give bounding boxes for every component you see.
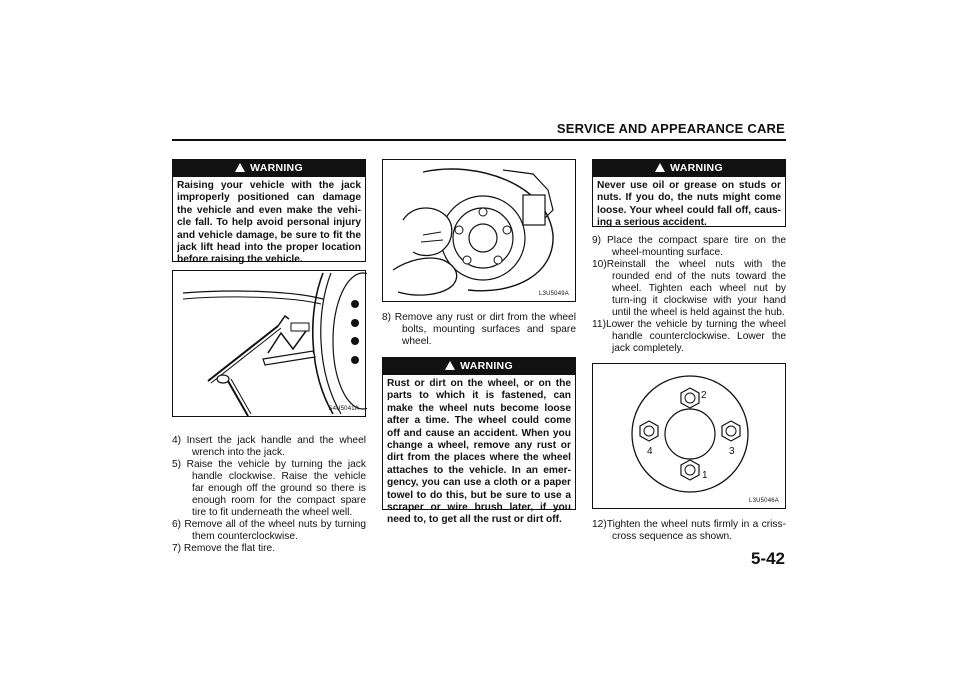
wheel-nut-diagram — [593, 364, 787, 508]
warning-header — [383, 358, 575, 375]
hub-cleaning-figure — [382, 159, 576, 302]
steps-list — [592, 235, 786, 355]
figure-label: L3U5049A — [539, 291, 569, 297]
jack-illustration — [173, 271, 367, 416]
column-2 — [382, 159, 576, 526]
nut-bottom — [681, 460, 699, 480]
nut-number-3: 3 — [729, 446, 735, 457]
column-1 — [172, 159, 366, 555]
warning-triangle-icon — [655, 163, 665, 172]
hub-illustration — [383, 160, 577, 301]
warning-header — [593, 160, 785, 177]
nut-top — [681, 388, 699, 408]
steps-list — [592, 519, 786, 543]
grease-warning-box — [592, 159, 786, 227]
step-9: 9) Place the compact spare tire on the wheel-mounting surface. — [592, 235, 786, 258]
nut-left — [640, 421, 658, 441]
step-8: 8) Remove any rust or dirt from the wheel bolts, mounting surfaces and spare wheel. — [382, 312, 576, 347]
warning-label: WARNING — [670, 162, 723, 174]
header-rule — [172, 139, 786, 141]
figure-label: L3U5046A — [749, 498, 779, 504]
running-header: SERVICE AND APPEARANCE CARE — [556, 121, 785, 136]
step-12: 12)Tighten the wheel nuts firmly in a criss-cross sequence as shown. — [592, 519, 786, 542]
warning-header — [173, 160, 365, 177]
warning-label: WARNING — [250, 162, 303, 174]
steps-list — [172, 435, 366, 555]
warning-text: Raising your vehicle with the jack improperly positioned can damage the vehicle and even make the vehi-cle fall. To help avoid personal injury and vehicle damage, be sure to fit the jack lift head into the proper location before raising the vehicle. — [177, 180, 361, 266]
jack-warning-box — [172, 159, 366, 266]
step-10: 10)Reinstall the wheel nuts with the rounded end of the nuts toward the wheel. Tighten each wheel nut by turn-ing it clockwise with your hand until the wheel is held against the hub. — [592, 259, 786, 318]
warning-text: Never use oil or grease on studs or nuts. If you do, the nuts might come loose. Your wheel could fall off, caus-ing a serious accident. — [597, 180, 781, 229]
nut-number-4: 4 — [647, 446, 653, 457]
rust-warning-box — [382, 357, 576, 526]
page-number: 5-42 — [750, 549, 785, 568]
warning-triangle-icon — [235, 163, 245, 172]
warning-label: WARNING — [460, 360, 513, 372]
step-6: 6) Remove all of the wheel nuts by turning them counterclockwise. — [172, 519, 366, 542]
nut-right — [722, 421, 740, 441]
nut-number-2: 2 — [701, 390, 707, 401]
step-7: 7) Remove the flat tire. — [172, 543, 276, 554]
step-11: 11)Lower the vehicle by turning the wheel handle counterclockwise. Lower the jack completely. — [592, 319, 786, 354]
figure-label: S4U5041A — [328, 406, 359, 412]
step-4: 4) Insert the jack handle and the wheel wrench into the jack. — [172, 435, 366, 458]
step-5: 5) Raise the vehicle by turning the jack handle clockwise. Raise the vehicle far enough off the ground so there is enough room for the compact spare tire to fit underneath the wheel well. — [172, 459, 366, 518]
steps-list — [382, 312, 576, 348]
nut-number-1: 1 — [702, 470, 708, 481]
warning-text: Rust or dirt on the wheel, or on the parts to which it is fastened, can make the wheel nuts become loose after a time. The wheel could come off and cause an accident. When you change a wheel, remove any rust or dirt from the places where the wheel attaches to the vehicle. In an emer-gency, you can use a cloth or a paper towel to do this, but be sure to use a scraper or wire brush later, if you need to, to get all the rust or dirt off. — [387, 378, 571, 526]
nut-sequence-figure — [592, 363, 786, 509]
warning-triangle-icon — [445, 361, 455, 370]
jack-figure — [172, 270, 366, 417]
column-3 — [592, 159, 786, 543]
